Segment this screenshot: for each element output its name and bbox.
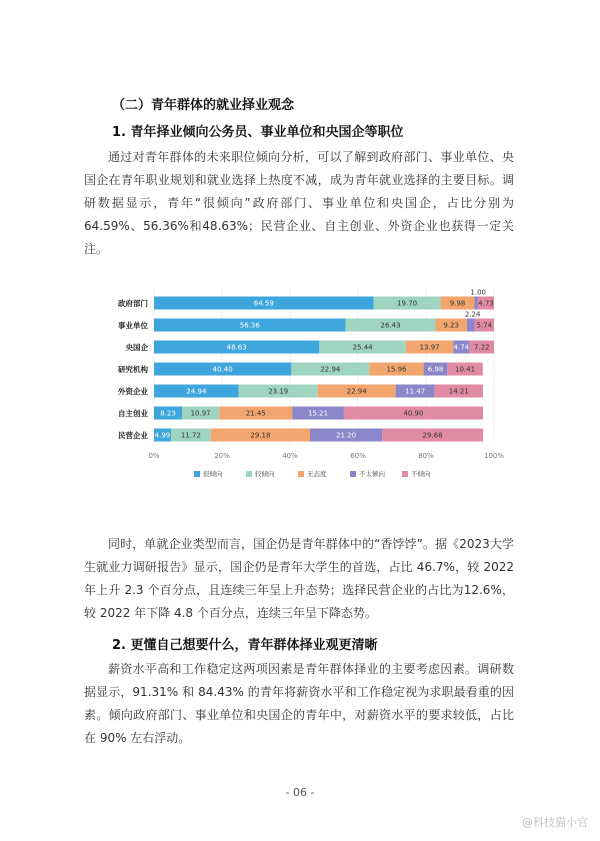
bar-value-label: 19.70 — [397, 299, 418, 308]
legend-label: 很倾向 — [203, 470, 223, 478]
bar-value-label: 15.96 — [386, 365, 407, 374]
bar-value-label: 9.23 — [443, 321, 459, 330]
bar-value-label: 10.41 — [455, 365, 476, 374]
stacked-bar-chart — [84, 268, 514, 478]
x-tick-label: 0% — [148, 452, 160, 460]
subsection-2-heading: 2. 更懂自己想要什么，青年群体择业观更清晰 — [112, 638, 378, 653]
bar-value-label: 25.44 — [352, 343, 373, 352]
bar-value-label: 40.90 — [403, 409, 424, 418]
bar-value-label: 6.98 — [427, 365, 444, 374]
legend-swatch — [402, 471, 408, 477]
paragraph-1: 通过对青年群体的未来职位倾向分析，可以了解到政府部门、事业单位、央国企在青年职业规划和就业选择上热度不减，成为青年就业选择的主要目标。调研数据显示，青年“很倾向”政府部门、事业单位和央国企，占比分别为64.59%、56.36%和48.63%；民营企业、自主创业、外资企业也获得一定关注。 — [84, 150, 514, 256]
bar-value-label: 7.22 — [473, 343, 490, 352]
bar-segment — [467, 319, 475, 332]
bar-value-label: 14.21 — [448, 387, 469, 396]
bar-value-label: 15.21 — [308, 409, 329, 418]
bar-value-label: 4.74 — [453, 343, 470, 352]
bar-value-label: 5.74 — [476, 321, 493, 330]
bar-value-label: 40.40 — [212, 365, 233, 374]
paragraph-2: 同时，单就企业类型而言，国企仍是青年群体中的“香饽饽”。据《2023大学生就业力调研报告》显示，国企仍是青年大学生的首选，占比 46.7%，较 2022 年上升 2.3 个百分点，且连续三年呈上升态势；选择民营企业的占比为12.6%，较 2022 年下降 4.8 个百分点，连续三年呈下降态势。 — [84, 537, 514, 620]
bar-value-label: 4.73 — [478, 299, 494, 308]
category-label: 研究机构 — [118, 365, 148, 374]
bar-value-label: 2.24 — [464, 310, 481, 319]
bar-value-label: 8.23 — [160, 409, 176, 418]
legend-label: 无态度 — [307, 470, 327, 478]
bar-value-label: 23.19 — [268, 387, 289, 396]
category-label: 政府部门 — [118, 299, 148, 308]
section-heading: （二）青年群体的就业择业观念 — [112, 98, 295, 113]
bar-value-label: 1.00 — [470, 288, 487, 297]
legend-swatch — [194, 471, 200, 477]
legend-label: 较倾向 — [255, 470, 275, 478]
page-number: - 06 - — [285, 786, 315, 799]
bar-value-label: 56.36 — [239, 321, 260, 330]
bar-value-label: 48.63 — [226, 343, 247, 352]
category-label: 央国企 — [125, 343, 148, 352]
x-tick-label: 20% — [214, 452, 230, 460]
x-tick-label: 80% — [418, 452, 434, 460]
x-tick-label: 40% — [282, 452, 298, 460]
category-label: 事业单位 — [118, 321, 148, 330]
bar-value-label: 9.98 — [449, 299, 466, 308]
watermark: @科技猫小官 — [522, 816, 588, 829]
bar-value-label: 22.94 — [320, 365, 341, 374]
bar-value-label: 21.45 — [245, 409, 266, 418]
bar-value-label: 29.18 — [250, 431, 271, 440]
bar-value-label: 11.72 — [180, 431, 201, 440]
bar-value-label: 22.94 — [346, 387, 367, 396]
subsection-1-heading: 1. 青年择业倾向公务员、事业单位和央国企等职位 — [112, 125, 404, 140]
category-label: 民营企业 — [118, 431, 148, 440]
category-label: 外资企业 — [118, 387, 148, 396]
category-label: 自主创业 — [118, 409, 148, 418]
x-tick-label: 60% — [350, 452, 366, 460]
bar-value-label: 13.97 — [419, 343, 440, 352]
bar-value-label: 26.43 — [380, 321, 401, 330]
legend-label: 不太倾向 — [359, 470, 385, 478]
bar-value-label: 29.68 — [422, 431, 443, 440]
bar-value-label: 21.20 — [336, 431, 357, 440]
bar-value-label: 64.59 — [253, 299, 274, 308]
bar-value-label: 4.99 — [154, 431, 171, 440]
legend-label: 不倾向 — [411, 470, 431, 478]
legend-swatch — [350, 471, 356, 477]
legend-swatch — [298, 471, 304, 477]
x-tick-label: 100% — [483, 452, 505, 460]
paragraph-3: 薪资水平高和工作稳定这两项因素是青年群体择业的主要考虑因素。调研数据显示，91.31% 和 84.43% 的青年将薪资水平和工作稳定视为求职最看重的因素。倾向政府部门、事业单位和央国企的青年中，对薪资水平的要求较低，占比在 90% 左右浮动。 — [84, 662, 514, 745]
legend-swatch — [246, 471, 252, 477]
chart-svg — [84, 268, 514, 478]
bar-value-label: 11.47 — [405, 387, 426, 396]
bar-value-label: 24.94 — [186, 387, 207, 396]
bar-value-label: 10.97 — [190, 409, 211, 418]
